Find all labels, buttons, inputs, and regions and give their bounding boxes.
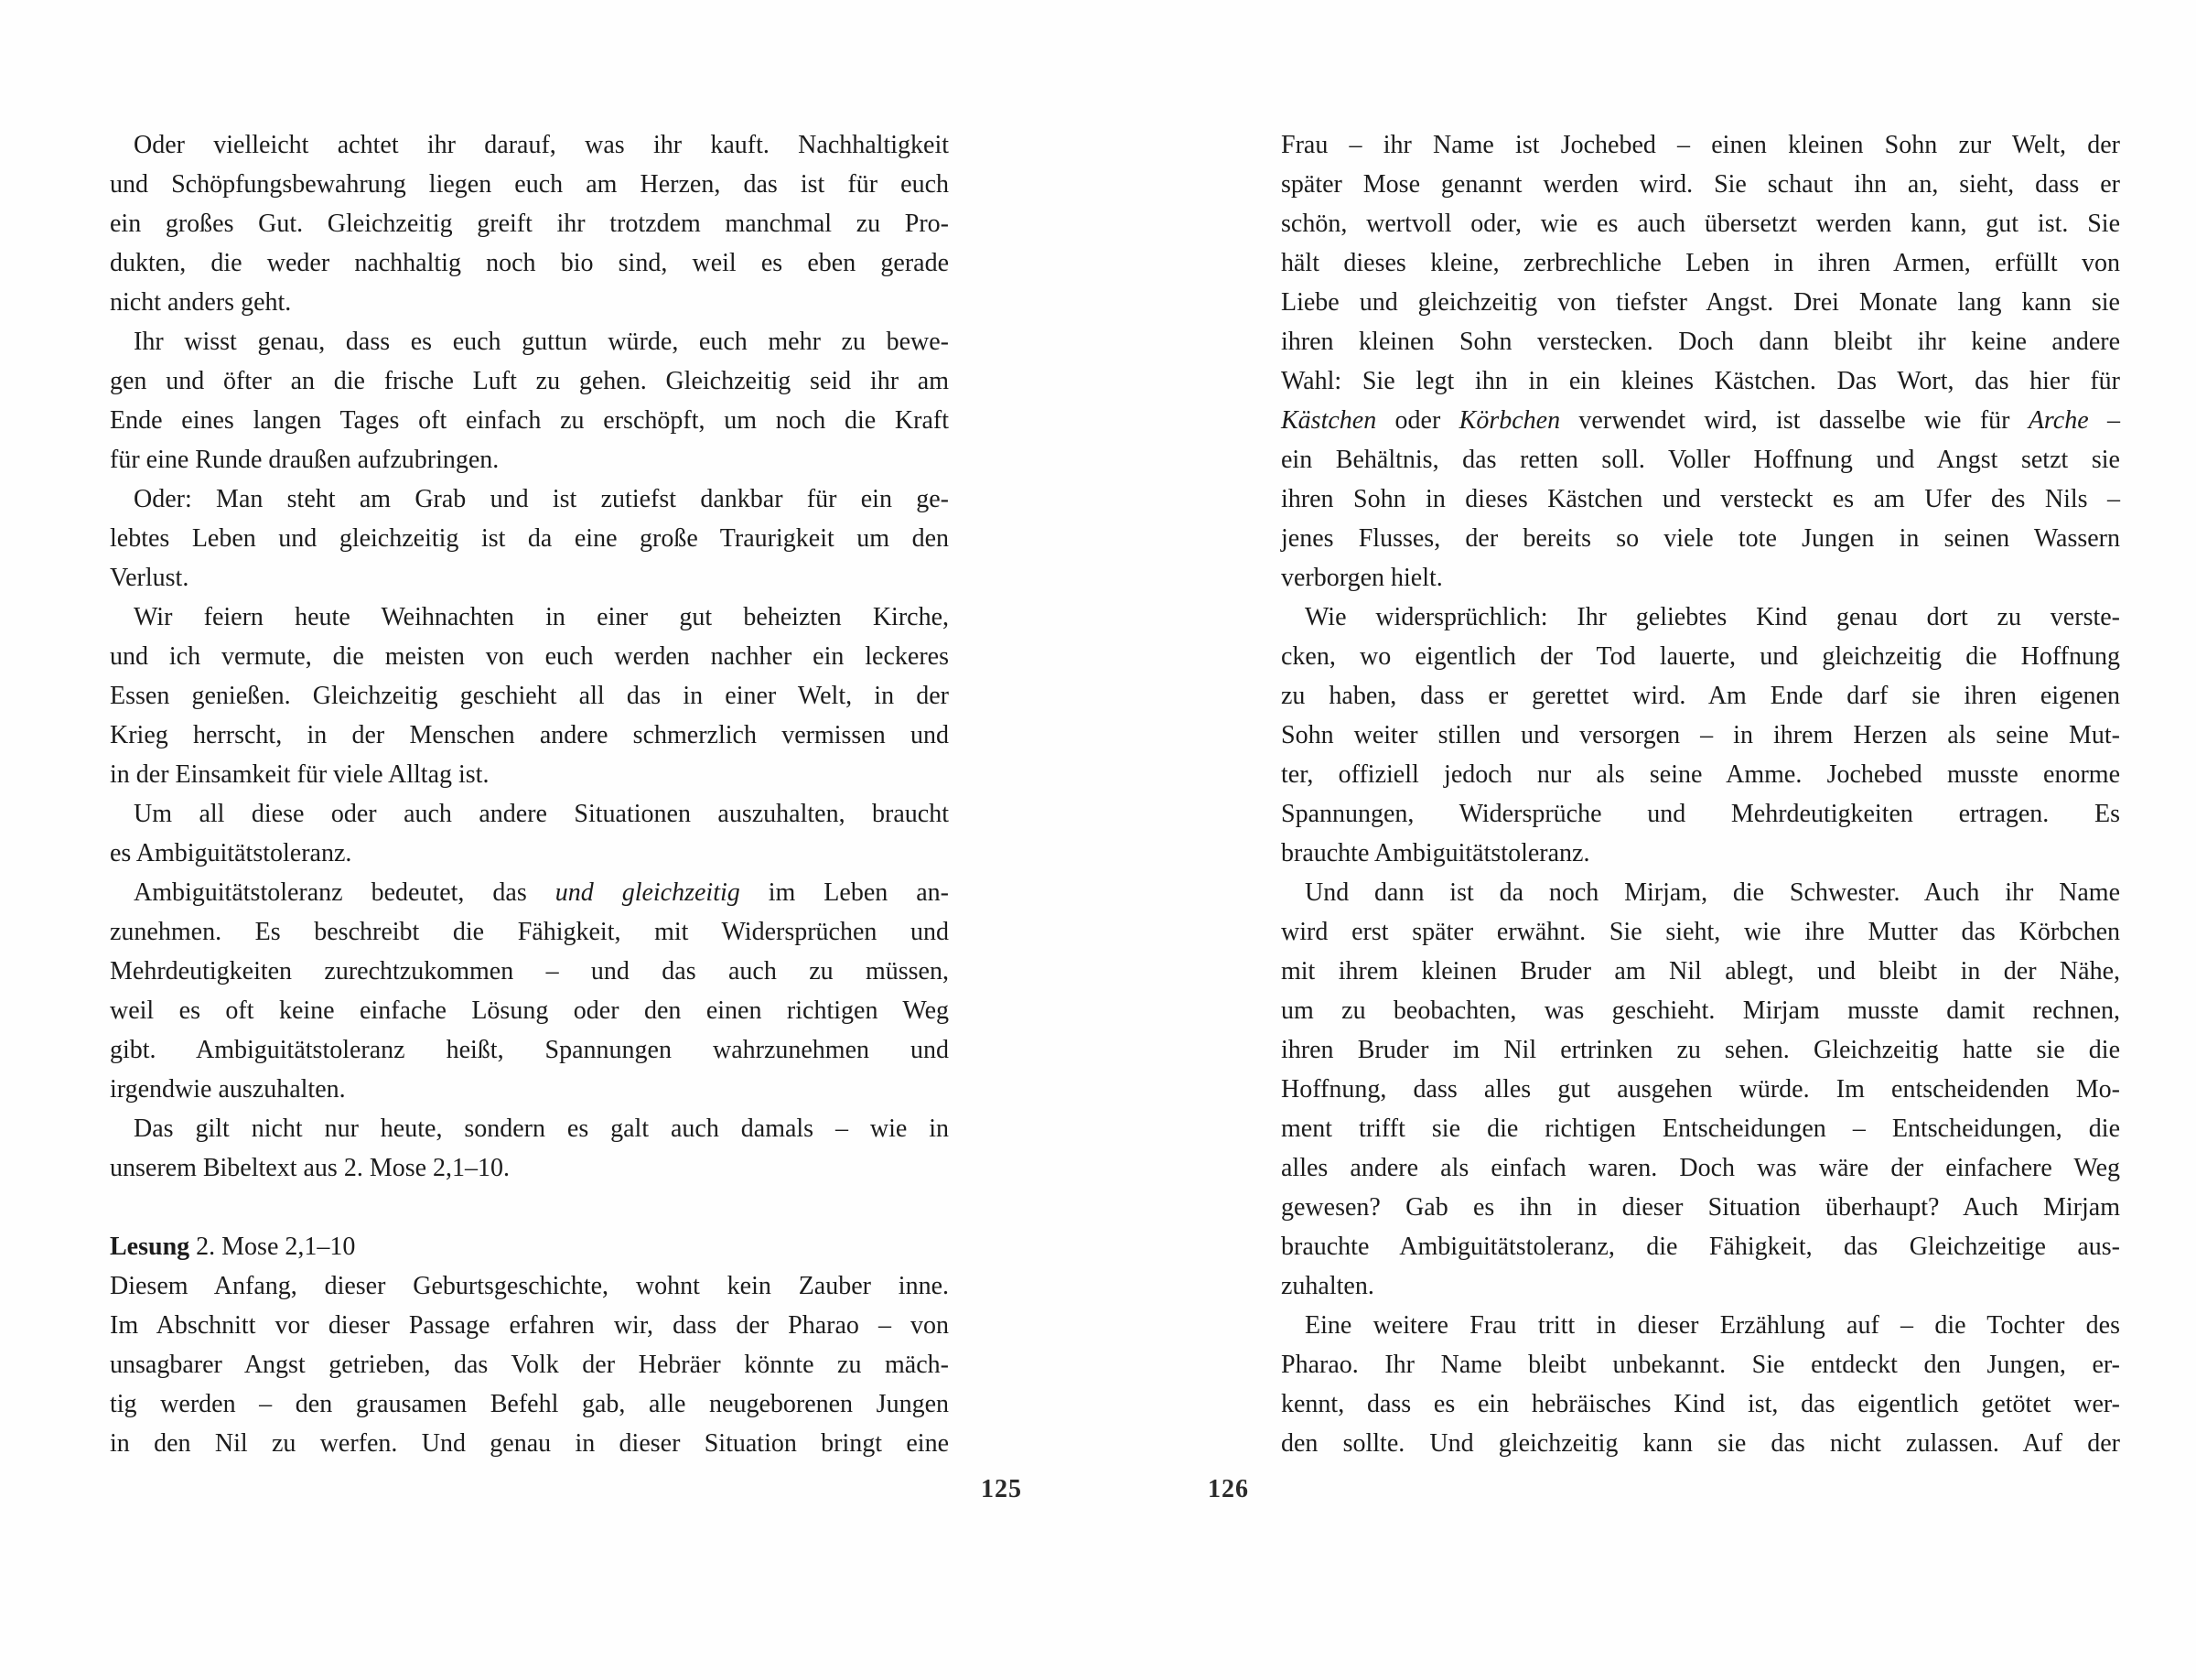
text-segment: Hoffnung, dass alles gut ausgehen würde. Im entscheidenden Mo- xyxy=(1281,1075,2120,1104)
text-segment: schön, wertvoll oder, wie es auch übersetzt werden kann, gut ist. Sie xyxy=(1281,210,2120,238)
text-segment: in den Nil zu werfen. Und genau in dieser Situation bringt eine xyxy=(110,1429,949,1458)
text-segment: unserem Bibeltext aus 2. Mose 2,1–10. xyxy=(110,1154,511,1182)
text-line xyxy=(1281,243,2120,283)
text-line xyxy=(1281,558,2120,598)
text-line xyxy=(110,1227,949,1266)
text-segment: es Ambiguitätstoleranz. xyxy=(110,839,352,867)
text-segment: Essen genießen. Gleichzeitig geschieht all das in einer Welt, in der xyxy=(110,682,949,710)
text-segment: ein Behältnis, das retten soll. Voller Hoffnung und Angst setzt sie xyxy=(1281,446,2120,474)
text-segment: – xyxy=(2088,406,2120,435)
text-line xyxy=(1281,1188,2120,1227)
text-line xyxy=(1281,401,2120,440)
text-line xyxy=(110,794,949,834)
text-segment: irgendwie auszuhalten. xyxy=(110,1075,346,1104)
text-segment: lebtes Leben und gleichzeitig ist da eine große Traurigkeit um den xyxy=(110,524,949,553)
text-line xyxy=(110,1070,949,1109)
text-segment: Ihr wisst genau, dass es euch guttun würde, euch mehr zu bewe- xyxy=(134,328,949,356)
text-segment: Frau – ihr Name ist Jochebed – einen kleinen Sohn zur Welt, der xyxy=(1281,131,2120,159)
text-line xyxy=(1281,125,2120,165)
text-segment: ein großes Gut. Gleichzeitig greift ihr trotzdem manchmal zu Pro- xyxy=(110,210,949,238)
text-line xyxy=(110,165,949,204)
text-line xyxy=(110,991,949,1030)
text-segment: unsagbarer Angst getrieben, das Volk der Hebräer könnte zu mäch- xyxy=(110,1351,949,1379)
text-line xyxy=(1281,361,2120,401)
text-segment: tig werden – den grausamen Befehl gab, alle neugeborenen Jungen xyxy=(110,1390,949,1418)
text-segment: gen und öfter an die frische Luft zu gehen. Gleichzeitig seid ihr am xyxy=(110,367,949,395)
text-segment: und Schöpfungsbewahrung liegen euch am Herzen, das ist für euch xyxy=(110,170,949,199)
text-line xyxy=(1281,716,2120,755)
text-line xyxy=(110,598,949,637)
text-segment: zuhalten. xyxy=(1281,1272,1374,1300)
text-line xyxy=(1281,676,2120,716)
text-line xyxy=(1281,519,2120,558)
text-line xyxy=(110,243,949,283)
text-segment: gewesen? Gab es ihn in dieser Situation überhaupt? Auch Mirjam xyxy=(1281,1193,2120,1222)
text-segment: und gleichzeitig xyxy=(554,878,740,907)
text-segment: Wie widersprüchlich: Ihr geliebtes Kind genau dort zu verste- xyxy=(1305,603,2120,631)
text-segment: später Mose genannt werden wird. Sie schaut ihn an, sieht, dass er xyxy=(1281,170,2120,199)
text-line xyxy=(1281,440,2120,479)
text-line xyxy=(1281,755,2120,794)
text-segment: Im Abschnitt vor dieser Passage erfahren wir, dass der Pharao – von xyxy=(110,1311,949,1340)
text-segment: mit ihrem kleinen Bruder am Nil ablegt, und bleibt in der Nähe, xyxy=(1281,957,2120,985)
text-segment: alles andere als einfach waren. Doch was wäre der einfachere Weg xyxy=(1281,1154,2120,1182)
text-segment: Liebe und gleichzeitig von tiefster Angst. Drei Monate lang kann sie xyxy=(1281,288,2120,317)
text-segment: 2. Mose 2,1–10 xyxy=(189,1233,356,1261)
text-segment: Eine weitere Frau tritt in dieser Erzählung auf – die Tochter des xyxy=(1305,1311,2120,1340)
text-line xyxy=(1281,1070,2120,1109)
text-line xyxy=(110,1148,949,1188)
text-line xyxy=(110,952,949,991)
text-segment: im Leben an- xyxy=(739,878,949,907)
text-line xyxy=(1281,834,2120,873)
text-line xyxy=(1281,598,2120,637)
text-line xyxy=(1281,1266,2120,1306)
text-line xyxy=(110,873,949,912)
text-line xyxy=(110,322,949,361)
text-segment: zunehmen. Es beschreibt die Fähigkeit, mit Widersprüchen und xyxy=(110,918,949,946)
text-line xyxy=(110,755,949,794)
text-segment: nicht anders geht. xyxy=(110,288,292,317)
text-line xyxy=(1281,283,2120,322)
text-line xyxy=(110,912,949,952)
text-line xyxy=(110,361,949,401)
text-line xyxy=(110,558,949,598)
text-segment: Ambiguitätstoleranz bedeutet, das xyxy=(134,878,555,907)
text-segment: in der Einsamkeit für viele Alltag ist. xyxy=(110,760,490,789)
text-segment: cken, wo eigentlich der Tod lauerte, und gleichzeitig die Hoffnung xyxy=(1281,642,2120,671)
text-segment: hält dieses kleine, zerbrechliche Leben in ihren Armen, erfüllt von xyxy=(1281,249,2120,277)
text-segment: Um all diese oder auch andere Situationen auszuhalten, braucht xyxy=(134,800,949,828)
text-segment: brauchte Ambiguitätstoleranz, die Fähigkeit, das Gleichzeitige aus- xyxy=(1281,1233,2120,1261)
text-line xyxy=(1281,165,2120,204)
text-line xyxy=(110,1266,949,1306)
text-segment: Wahl: Sie legt ihn in ein kleines Kästchen. Das Wort, das hier für xyxy=(1281,367,2120,395)
text-segment: jenes Flusses, der bereits so viele tote Jungen in seinen Wassern xyxy=(1281,524,2120,553)
text-segment: Und dann ist da noch Mirjam, die Schwester. Auch ihr Name xyxy=(1305,878,2120,907)
text-line xyxy=(110,1345,949,1384)
text-line xyxy=(1281,991,2120,1030)
text-segment: Ende eines langen Tages oft einfach zu erschöpft, um noch die Kraft xyxy=(110,406,949,435)
text-segment: verborgen hielt. xyxy=(1281,564,1443,592)
text-line xyxy=(1281,1345,2120,1384)
text-segment: ihren Sohn in dieses Kästchen und versteckt es am Ufer des Nils – xyxy=(1281,485,2120,513)
text-segment: Pharao. Ihr Name bleibt unbekannt. Sie entdeckt den Jungen, er- xyxy=(1281,1351,2120,1379)
text-line xyxy=(1281,1109,2120,1148)
text-segment: oder xyxy=(1376,406,1459,435)
text-line xyxy=(110,1424,949,1463)
text-segment: Das gilt nicht nur heute, sondern es galt auch damals – wie in xyxy=(134,1115,949,1143)
text-segment: Sohn weiter stillen und versorgen – in ihrem Herzen als seine Mut- xyxy=(1281,721,2120,749)
text-line xyxy=(1281,912,2120,952)
text-line xyxy=(110,716,949,755)
text-line xyxy=(110,1030,949,1070)
text-segment: verwendet wird, ist dasselbe wie für xyxy=(1560,406,2029,435)
text-line xyxy=(1281,1148,2120,1188)
text-segment: zu haben, dass er gerettet wird. Am Ende darf sie ihren eigenen xyxy=(1281,682,2120,710)
text-segment: Oder: Man steht am Grab und ist zutiefst dankbar für ein ge- xyxy=(134,485,949,513)
text-line xyxy=(1281,794,2120,834)
text-line xyxy=(110,440,949,479)
text-segment: für eine Runde draußen aufzubringen. xyxy=(110,446,500,474)
text-line xyxy=(110,637,949,676)
page-number-right: 126 xyxy=(1208,1475,1249,1503)
text-line xyxy=(1281,479,2120,519)
text-segment: Mehrdeutigkeiten zurechtzukommen – und das auch zu müssen, xyxy=(110,957,949,985)
text-segment: ihren kleinen Sohn verstecken. Doch dann bleibt ihr keine andere xyxy=(1281,328,2120,356)
text-line xyxy=(1281,952,2120,991)
text-line xyxy=(110,204,949,243)
text-segment: um zu beobachten, was geschieht. Mirjam musste damit rechnen, xyxy=(1281,996,2120,1025)
text-line xyxy=(1281,1384,2120,1424)
text-segment: wird erst später erwähnt. Sie sieht, wie ihre Mutter das Körbchen xyxy=(1281,918,2120,946)
text-line xyxy=(110,1306,949,1345)
text-segment: Verlust. xyxy=(110,564,189,592)
text-line xyxy=(110,834,949,873)
text-segment: ihren Bruder im Nil ertrinken zu sehen. Gleichzeitig hatte sie die xyxy=(1281,1036,2120,1064)
text-line xyxy=(110,479,949,519)
text-line xyxy=(1281,1306,2120,1345)
text-line xyxy=(110,125,949,165)
text-line xyxy=(110,519,949,558)
text-segment: Diesem Anfang, dieser Geburtsgeschichte, wohnt kein Zauber inne. xyxy=(110,1272,949,1300)
text-segment: Spannungen, Widersprüche und Mehrdeutigkeiten ertragen. Es xyxy=(1281,800,2120,828)
page-number-left: 125 xyxy=(981,1475,1022,1503)
text-line xyxy=(1281,322,2120,361)
text-segment: Körbchen xyxy=(1459,406,1561,435)
text-segment: und ich vermute, die meisten von euch werden nachher ein leckeres xyxy=(110,642,949,671)
text-segment: dukten, die weder nachhaltig noch bio sind, weil es eben gerade xyxy=(110,249,949,277)
text-line xyxy=(1281,1424,2120,1463)
text-segment: Wir feiern heute Weihnachten in einer gut beheizten Kirche, xyxy=(134,603,949,631)
text-line xyxy=(1281,1030,2120,1070)
text-segment: kennt, dass es ein hebräisches Kind ist, das eigentlich getötet wer- xyxy=(1281,1390,2120,1418)
text-line xyxy=(1281,637,2120,676)
text-line xyxy=(110,401,949,440)
text-segment: den sollte. Und gleichzeitig kann sie das nicht zulassen. Auf der xyxy=(1281,1429,2120,1458)
text-segment: ter, offiziell jedoch nur als seine Amme. Jochebed musste enorme xyxy=(1281,760,2120,789)
text-line xyxy=(1281,873,2120,912)
text-line xyxy=(1281,204,2120,243)
text-segment: Oder vielleicht achtet ihr darauf, was ihr kauft. Nachhaltigkeit xyxy=(134,131,949,159)
page-right-text-column xyxy=(1281,125,2120,1463)
text-line xyxy=(110,1384,949,1424)
text-segment: Krieg herrscht, in der Menschen andere schmerzlich vermissen und xyxy=(110,721,949,749)
text-segment: ment trifft sie die richtigen Entscheidungen – Entscheidungen, die xyxy=(1281,1115,2120,1143)
text-segment: brauchte Ambiguitätstoleranz. xyxy=(1281,839,1590,867)
page-left-text-column xyxy=(110,125,949,1463)
text-line xyxy=(110,676,949,716)
text-segment: Lesung xyxy=(110,1233,190,1261)
text-segment: weil es oft keine einfache Lösung oder den einen richtigen Weg xyxy=(110,996,949,1025)
text-line xyxy=(110,283,949,322)
text-line xyxy=(110,1109,949,1148)
text-segment: Kästchen xyxy=(1281,406,1377,435)
text-line xyxy=(1281,1227,2120,1266)
text-segment: gibt. Ambiguitätstoleranz heißt, Spannungen wahrzunehmen und xyxy=(110,1036,949,1064)
text-segment: Arche xyxy=(2028,406,2089,435)
